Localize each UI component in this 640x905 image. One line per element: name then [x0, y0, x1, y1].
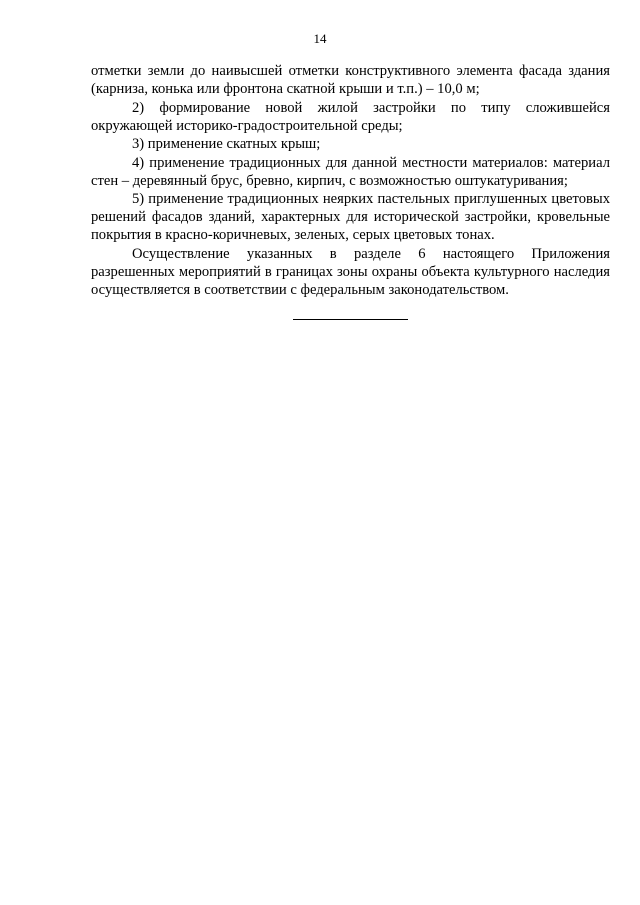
paragraph-continuation: отметки земли до наивысшей отметки конструктивного элемента фасада здания (карниза, конька или фронтона скатной крыши и т.п.) – 10,0 м;	[91, 63, 610, 97]
document-body	[91, 62, 610, 299]
list-item-5: 5) применение традиционных неярких пастельных приглушенных цветовых решений фасадов зданий, характерных для исторической застройки, кровельные покрытия в красно-коричневых, зеленых, серых цветовых тонах.	[91, 191, 610, 243]
list-item-4: 4) применение традиционных для данной местности материалов: материал стен – деревянный брус, бревно, кирпич, с возможностью оштукатуривания;	[91, 154, 610, 189]
list-item-2: 2) формирование новой жилой застройки по типу сложившейся окружающей историко-градостроительной среды;	[91, 99, 610, 134]
end-of-section-rule	[293, 319, 408, 320]
page-number: 14	[313, 31, 327, 46]
closing-paragraph: Осуществление указанных в разделе 6 настоящего Приложения разрешенных мероприятий в границах зоны охраны объекта культурного наследия осуществляется в соответствии с федеральным законодательством.	[91, 245, 610, 298]
list-item-3: 3) применение скатных крыш;	[132, 136, 321, 152]
